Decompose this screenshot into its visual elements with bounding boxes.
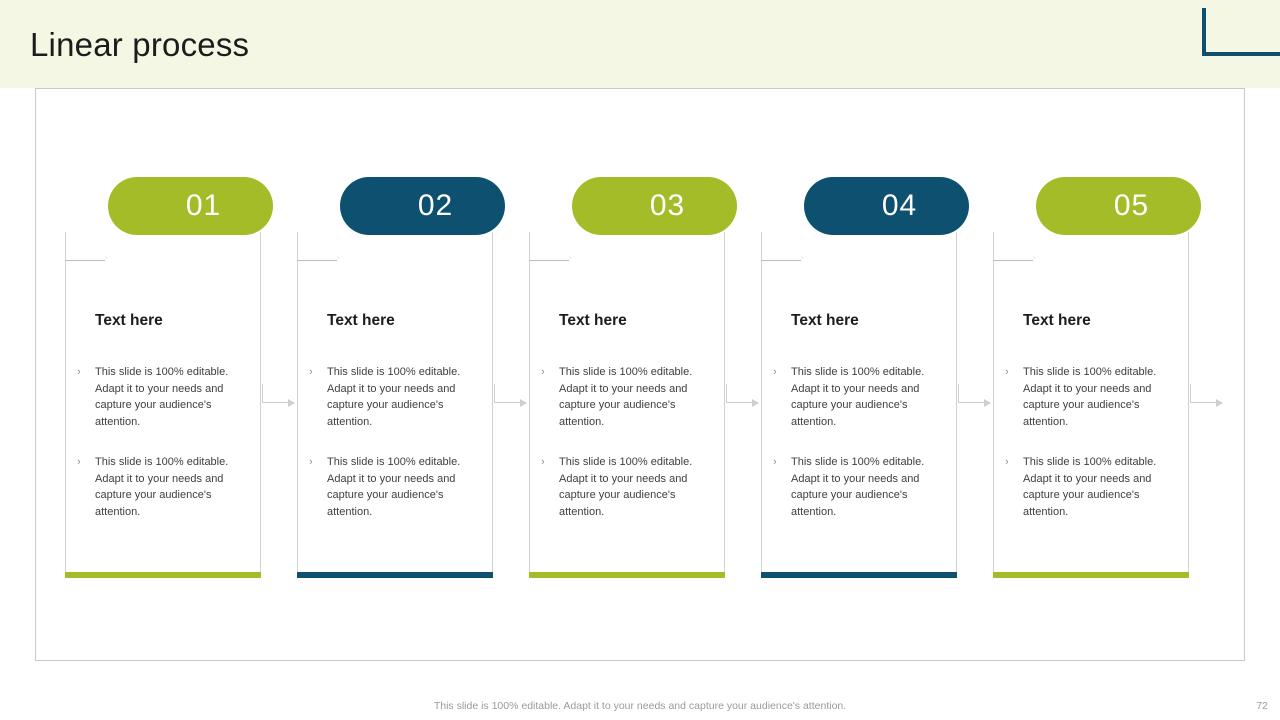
- process-step-03[interactable]: [529, 189, 725, 572]
- step-badge-dot-icon: [569, 257, 577, 265]
- step-title: Text here: [327, 312, 395, 329]
- chevron-right-icon: ›: [77, 456, 81, 468]
- page-title: Linear process: [30, 26, 250, 63]
- step-number-badge[interactable]: 02: [340, 177, 505, 235]
- step-title: Text here: [791, 312, 859, 329]
- list-item-text: This slide is 100% editable. Adapt it to your needs and capture your audience's attention.: [559, 456, 693, 518]
- list-item: [305, 364, 487, 430]
- list-item: [1001, 364, 1183, 430]
- process-step-01[interactable]: [65, 189, 261, 572]
- chevron-right-icon: ›: [541, 456, 545, 468]
- list-item-text: This slide is 100% editable. Adapt it to your needs and capture your audience's attention.: [327, 456, 461, 518]
- step-bullet-list: [1001, 364, 1183, 544]
- step-underline: [761, 572, 957, 578]
- list-item: [537, 364, 719, 430]
- step-link-arrow-icon-4: [958, 402, 990, 403]
- list-item: [769, 364, 951, 430]
- list-item-text: This slide is 100% editable. Adapt it to your needs and capture your audience's attention.: [95, 456, 229, 518]
- step-number-badge[interactable]: 05: [1036, 177, 1201, 235]
- step-link-riser: [494, 384, 495, 403]
- list-item: [1001, 454, 1183, 520]
- slide-header: [0, 0, 1280, 88]
- list-item-text: This slide is 100% editable. Adapt it to your needs and capture your audience's attention.: [327, 366, 461, 428]
- list-item-text: This slide is 100% editable. Adapt it to your needs and capture your audience's attention.: [1023, 456, 1157, 518]
- list-item: [73, 454, 255, 520]
- chevron-right-icon: ›: [541, 366, 545, 378]
- list-item: [305, 454, 487, 520]
- chevron-right-icon: ›: [309, 366, 313, 378]
- step-badge-dot-icon: [801, 257, 809, 265]
- list-item: [537, 454, 719, 520]
- step-underline: [297, 572, 493, 578]
- page-number: 72: [1256, 700, 1268, 712]
- step-underline: [993, 572, 1189, 578]
- list-item-text: This slide is 100% editable. Adapt it to your needs and capture your audience's attention.: [1023, 366, 1157, 428]
- step-bullet-list: [769, 364, 951, 544]
- step-bullet-list: [73, 364, 255, 544]
- chevron-right-icon: ›: [309, 456, 313, 468]
- step-number-badge[interactable]: 03: [572, 177, 737, 235]
- step-link-riser: [262, 384, 263, 403]
- chevron-right-icon: ›: [773, 456, 777, 468]
- list-item-text: This slide is 100% editable. Adapt it to your needs and capture your audience's attention.: [791, 366, 925, 428]
- linear-process-diagram: [36, 89, 1246, 662]
- step-underline: [65, 572, 261, 578]
- step-title: Text here: [559, 312, 627, 329]
- footer-note: This slide is 100% editable. Adapt it to your needs and capture your audience's attention.: [433, 700, 847, 712]
- step-link-arrow-icon-1: [262, 402, 294, 403]
- step-underline: [529, 572, 725, 578]
- step-link-riser: [958, 384, 959, 403]
- step-badge-dot-icon: [1033, 257, 1041, 265]
- step-bullet-list: [537, 364, 719, 544]
- step-link-arrow-icon-5: [1190, 402, 1222, 403]
- corner-accent-fill: [1214, 8, 1280, 50]
- chevron-right-icon: ›: [77, 366, 81, 378]
- step-number-badge[interactable]: 01: [108, 177, 273, 235]
- chevron-right-icon: ›: [773, 366, 777, 378]
- list-item: [73, 364, 255, 430]
- step-number-badge[interactable]: 04: [804, 177, 969, 235]
- step-bullet-list: [305, 364, 487, 544]
- step-title: Text here: [1023, 312, 1091, 329]
- step-link-riser: [1190, 384, 1191, 403]
- slide-content-frame: [35, 88, 1245, 661]
- process-step-02[interactable]: [297, 189, 493, 572]
- step-badge-dot-icon: [105, 257, 113, 265]
- chevron-right-icon: ›: [1005, 456, 1009, 468]
- chevron-right-icon: ›: [1005, 366, 1009, 378]
- list-item-text: This slide is 100% editable. Adapt it to your needs and capture your audience's attention.: [95, 366, 229, 428]
- process-step-04[interactable]: [761, 189, 957, 572]
- corner-accent-icon: [1202, 8, 1280, 56]
- list-item-text: This slide is 100% editable. Adapt it to your needs and capture your audience's attention.: [559, 366, 693, 428]
- step-link-riser: [726, 384, 727, 403]
- process-step-05[interactable]: [993, 189, 1189, 572]
- step-title: Text here: [95, 312, 163, 329]
- step-link-arrow-icon-2: [494, 402, 526, 403]
- step-link-arrow-icon-3: [726, 402, 758, 403]
- step-badge-dot-icon: [337, 257, 345, 265]
- list-item-text: This slide is 100% editable. Adapt it to your needs and capture your audience's attention.: [791, 456, 925, 518]
- list-item: [769, 454, 951, 520]
